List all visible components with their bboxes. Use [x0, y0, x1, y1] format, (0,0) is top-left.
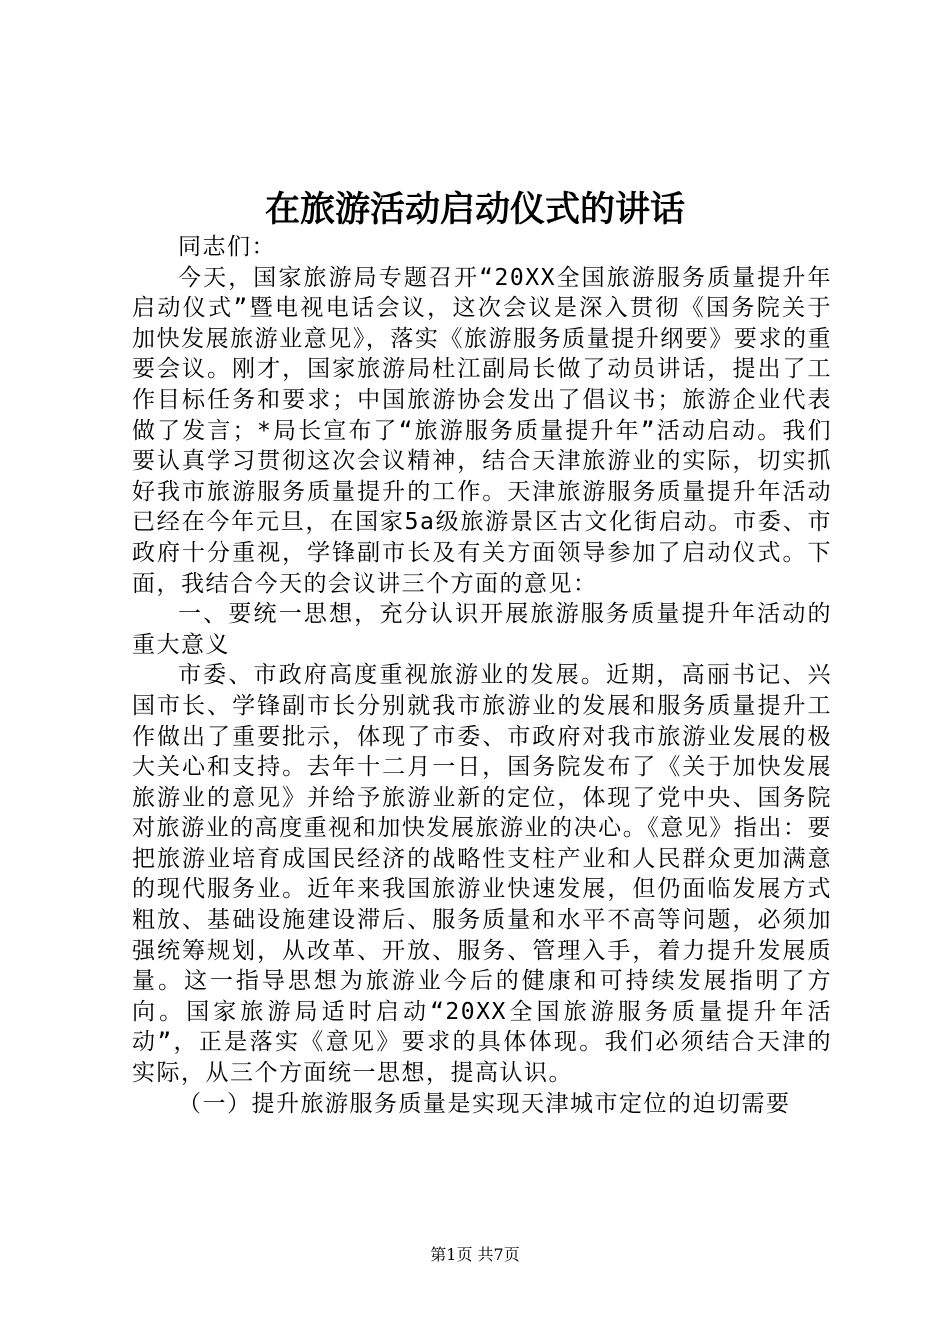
document-body — [132, 232, 832, 1119]
document-title: 在旅游活动启动仪式的讲话 — [264, 189, 685, 230]
subsection-heading-1: （一）提升旅游服务质量是实现天津城市定位的迫切需要 — [178, 1090, 791, 1117]
salutation-paragraph: 同志们： — [178, 234, 276, 260]
section-heading-1: 一、要统一思想，充分认识开展旅游服务质量提升年活动的重大意义 — [132, 601, 832, 658]
page-footer: 第1页 共7页 — [430, 1245, 520, 1264]
body-paragraph: 市委、市政府高度重视旅游业的发展。近期，高丽书记、兴国市长、学锋副市长分别就我市旅游业的发展和服务质量提升工作做出了重要批示，体现了市委、市政府对我市旅游业发展的极大关心和支持。去年十二月一日，国务院发布了《关于加快发展旅游业的意见》并给予旅游业新的定位，体现了党中央、国务院对旅游业的高度重视和加快发展旅游业的决心。《意见》指出：要把旅游业培育成国民经济的战略性支柱产业和人民群众更加满意的现代服务业。近年来我国旅游业快速发展，但仍面临发展方式粗放、基础设施建设滞后、服务质量和水平不高等问题，必须加强统筹规划，从改革、开放、服务、管理入手，着力提升发展质量。这一指导思想为旅游业今后的健康和可持续发展指明了方向。国家旅游局适时启动“20XX全国旅游服务质量提升年活动”，正是落实《意见》要求的具体体现。我们必须结合天津的实际，从三个方面统一思想，提高认识。 — [132, 662, 832, 1087]
intro-paragraph: 今天，国家旅游局专题召开“20XX全国旅游服务质量提升年启动仪式”暨电视电话会议，这次会议是深入贯彻《国务院关于加快发展旅游业意见》，落实《旅游服务质量提升纲要》要求的重要会议。刚才，国家旅游局杜江副局长做了动员讲话，提出了工作目标任务和要求；中国旅游协会发出了倡议书；旅游企业代表做了发言；*局长宣布了“旅游服务质量提升年”活动启动。我们要认真学习贯彻这次会议精神，结合天津旅游业的实际，切实抓好我市旅游服务质量提升的工作。天津旅游服务质量提升年活动已经在今年元旦，在国家5a级旅游景区古文化街启动。市委、市政府十分重视，学锋副市长及有关方面领导参加了启动仪式。下面，我结合今天的会议讲三个方面的意见： — [132, 264, 832, 597]
